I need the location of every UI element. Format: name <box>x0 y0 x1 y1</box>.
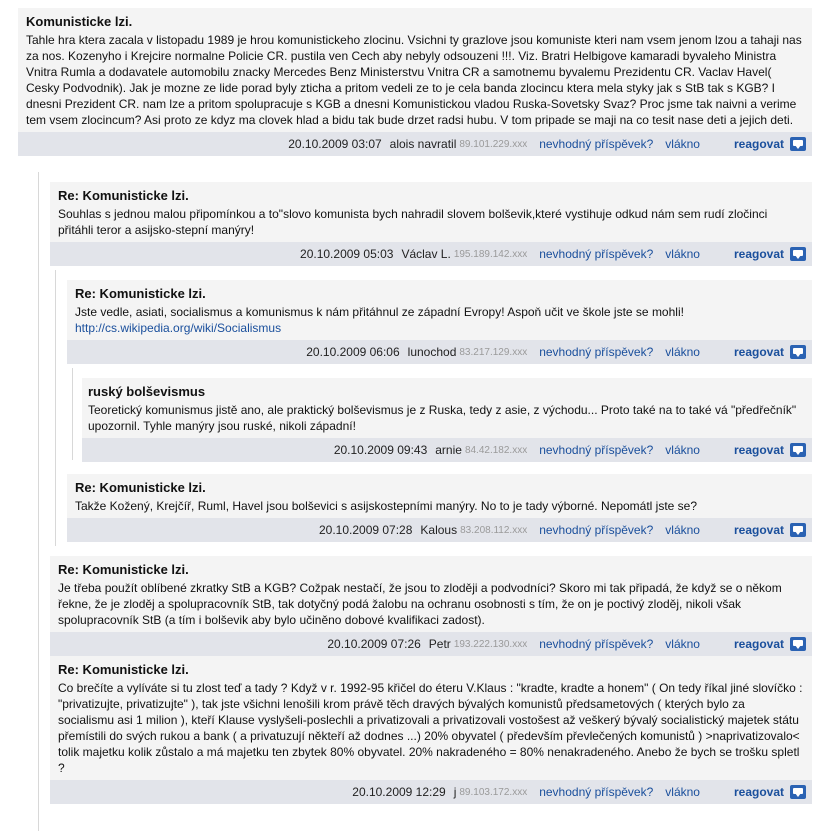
comment-title: Komunisticke lzi. <box>26 14 133 29</box>
thread-link[interactable]: vlákno <box>665 785 700 799</box>
comment-date: 20.10.2009 06:06 <box>306 345 400 359</box>
reply-link[interactable]: reagovat <box>733 637 784 651</box>
comment <box>82 378 812 462</box>
comment-date: 20.10.2009 12:29 <box>352 785 446 799</box>
comment-meta-bar <box>67 518 812 542</box>
thread-link[interactable]: vlákno <box>665 443 700 457</box>
comment-title: Re: Komunisticke lzi. <box>75 480 206 495</box>
comment-body: Tahle hra ktera zacala v listopadu 1989 je hrou komunistickeho zlocinu. Vsichni ty grazlove jsou komuniste kteri nam vsem jenom lzou a tahaji nas za nos. Kozenyho i Krejcire normalne Policie CR. pustila ven Cech aby nebyly odsouzeni !!!. Viz. Bratri Helbigove kamaradi byvaleho Ministra Vnitra Rumla a dodavatele automobilu znacky Mercedes Benz Ministerstvu Vnitra CR a samotnemu byvalemu Prezidentu CR. Vaclav Havel( Cesky Podvodnik). Jak je mozne ze lide porad byly zticha a pritom vedeli ze to je cela banda zlocincu ktera mela styky jak s StB tak s KGB? I dnesni Prezident CR. nam lze a pritom spolupracuje s KGB a dnesni Komunistickou vladou Ruska-Sovetsky Svaz? Proc jsme tak naivni a verime tem vsem zlocincum? Asi proto ze kdyz ma clovek hlad a bidu tak bude drzet radsi hubu. V tom pripade se maji na co tesit nase deti a jejich deti. <box>26 33 802 127</box>
comment-content <box>67 474 812 518</box>
comment-ip: 84.42.182.xxx <box>464 444 528 456</box>
report-link[interactable]: nevhodný příspěvek? <box>539 785 654 799</box>
comment-body: Takže Kožený, Krejčíř, Ruml, Havel jsou bolševici s asijskostepními manýry. No to je tady výborné. Nepomátl jste se? <box>75 499 698 513</box>
report-link[interactable]: nevhodný příspěvek? <box>539 637 654 651</box>
reply-icon[interactable] <box>790 247 806 261</box>
comment-body: Co brečíte a vylíváte si tu zlost teď a tady ? Když v r. 1992-95 křičel do éteru V.Klaus : "kradte, kradte a honem" ( On tedy říkal jiné slovíčko : "privatizujte, privatizujte" ), tak jste všichni lenošili krom právě těch dravých bývalých komunistů předsametových ( kterých bylo za socialismu asi 1 milion ), kteří Klause vyslyšeli-poslechli a privatizovali a privatizovali vostošest až veškerý bývalý socialistický majetek státu přemístili do svých rukou a bank ( a privatuzují někteří až dodnes ...) 20% obyvatel ( především převlečených komunistů ) >naprivatizovalo< tolik majetku kolik zůstalo a má majetku ten zbytek 80% obyvatel. 20% nakradeného = 80% nenakradeného. Anebo že bych se trošku spletl ? <box>58 681 803 775</box>
comment <box>67 280 812 364</box>
comment-body <box>75 304 804 336</box>
comment-ip: 83.208.112.xxx <box>460 524 528 536</box>
comment-author: Petr <box>428 637 451 651</box>
comment-content <box>50 656 812 780</box>
comment <box>67 474 812 542</box>
thread-line <box>72 368 73 460</box>
thread-link[interactable]: vlákno <box>665 247 700 261</box>
reply-link[interactable]: reagovat <box>733 137 784 151</box>
comment-content <box>67 280 812 340</box>
comment-ip: 83.217.129.xxx <box>459 346 528 358</box>
thread-line <box>38 172 39 831</box>
reply-icon[interactable] <box>790 637 806 651</box>
reply-icon[interactable] <box>790 443 806 457</box>
comment <box>18 8 812 156</box>
comment-author: lunochod <box>407 345 457 359</box>
comment-ip: 193.222.130.xxx <box>453 638 528 650</box>
comment-author: Kalous <box>420 523 458 537</box>
comment-content <box>82 378 812 438</box>
thread-link[interactable]: vlákno <box>665 137 700 151</box>
comment-meta-bar <box>67 340 812 364</box>
thread-line <box>55 270 56 546</box>
reply-link[interactable]: reagovat <box>733 345 784 359</box>
comment-title: Re: Komunisticke lzi. <box>58 662 189 677</box>
comment-date: 20.10.2009 09:43 <box>333 443 428 457</box>
comment-content <box>50 182 812 242</box>
comment-author: Václav L. <box>401 247 451 261</box>
comment-meta-bar <box>50 780 812 804</box>
reply-icon[interactable] <box>790 137 806 151</box>
thread-link[interactable]: vlákno <box>665 637 700 651</box>
report-link[interactable]: nevhodný příspěvek? <box>539 523 654 537</box>
comment <box>50 656 812 804</box>
reply-icon[interactable] <box>790 523 806 537</box>
comment-date: 20.10.2009 07:26 <box>327 637 421 651</box>
comment-text: Jste vedle, asiati, socialismus a komunismus k nám přitáhnul ze západní Evropy! Aspoň učit ve škole jste se mohli! <box>75 305 684 319</box>
reply-link[interactable]: reagovat <box>733 785 784 799</box>
report-link[interactable]: nevhodný příspěvek? <box>539 443 654 457</box>
comment-date: 20.10.2009 03:07 <box>288 137 382 151</box>
reply-link[interactable]: reagovat <box>733 247 784 261</box>
comment-meta-bar <box>18 132 812 156</box>
comment-title: ruský bolševismus <box>88 384 206 399</box>
comment-title: Re: Komunisticke lzi. <box>75 286 206 301</box>
comment-content <box>18 8 812 132</box>
reply-icon[interactable] <box>790 345 806 359</box>
comment-body: Teoretický komunismus jistě ano, ale praktický bolševismus je z Ruska, tedy z asie, z východu... Proto také na to také vá "předřečník" upozornil. Tyhle manýry jsou ruské, nikoli západní! <box>88 403 797 433</box>
comment-author: j <box>453 785 457 799</box>
reply-icon[interactable] <box>790 785 806 799</box>
comment-date: 20.10.2009 07:28 <box>318 523 413 537</box>
comment-meta-bar <box>82 438 812 462</box>
report-link[interactable]: nevhodný příspěvek? <box>539 247 654 261</box>
report-link[interactable]: nevhodný příspěvek? <box>539 137 654 151</box>
comment-link[interactable]: http://cs.wikipedia.org/wiki/Socialismus <box>75 321 282 335</box>
report-link[interactable]: nevhodný příspěvek? <box>539 345 654 359</box>
comment-title: Re: Komunisticke lzi. <box>58 562 189 577</box>
reply-link[interactable]: reagovat <box>733 523 784 537</box>
thread-link[interactable]: vlákno <box>665 345 700 359</box>
thread-link[interactable]: vlákno <box>665 523 700 537</box>
comment <box>50 556 812 656</box>
comment-ip: 89.103.172.xxx <box>459 786 528 798</box>
comment-meta-bar <box>50 242 812 266</box>
comment-author: arnie <box>435 443 462 457</box>
comment-ip: 195.189.142.xxx <box>453 248 528 260</box>
comment <box>50 182 812 266</box>
comment-meta-bar <box>50 632 812 656</box>
comment-content <box>50 556 812 632</box>
comment-body: Je třeba použít oblíbené zkratky StB a KGB? Cožpak nestačí, že jsou to zloději a podvodníci? Skoro mi tak připadá, že když se o někom řekne, že je zloděj a spolupracovník StB, tak dotyčný podá žalobu na ochranu osobnosti s tím, že on je poctivý zloděj, nikoli však spolupracovník StB (a tím i bolševik aby bylo učiněno dobové kvalifikaci zadost). <box>58 581 782 627</box>
reply-link[interactable]: reagovat <box>733 443 784 457</box>
comment-ip: 89.101.229.xxx <box>459 138 528 150</box>
comment-date: 20.10.2009 05:03 <box>300 247 394 261</box>
comment-title: Re: Komunisticke lzi. <box>58 188 189 203</box>
comment-author: alois navratil <box>389 137 457 151</box>
comment-body: Souhlas s jednou malou připomínkou a to"slovo komunista bych nahradil slovem bolševik,které vystihuje odkud nám sem rudí zločinci přitáhli teror a asijsko-stepní manýry! <box>58 207 768 237</box>
